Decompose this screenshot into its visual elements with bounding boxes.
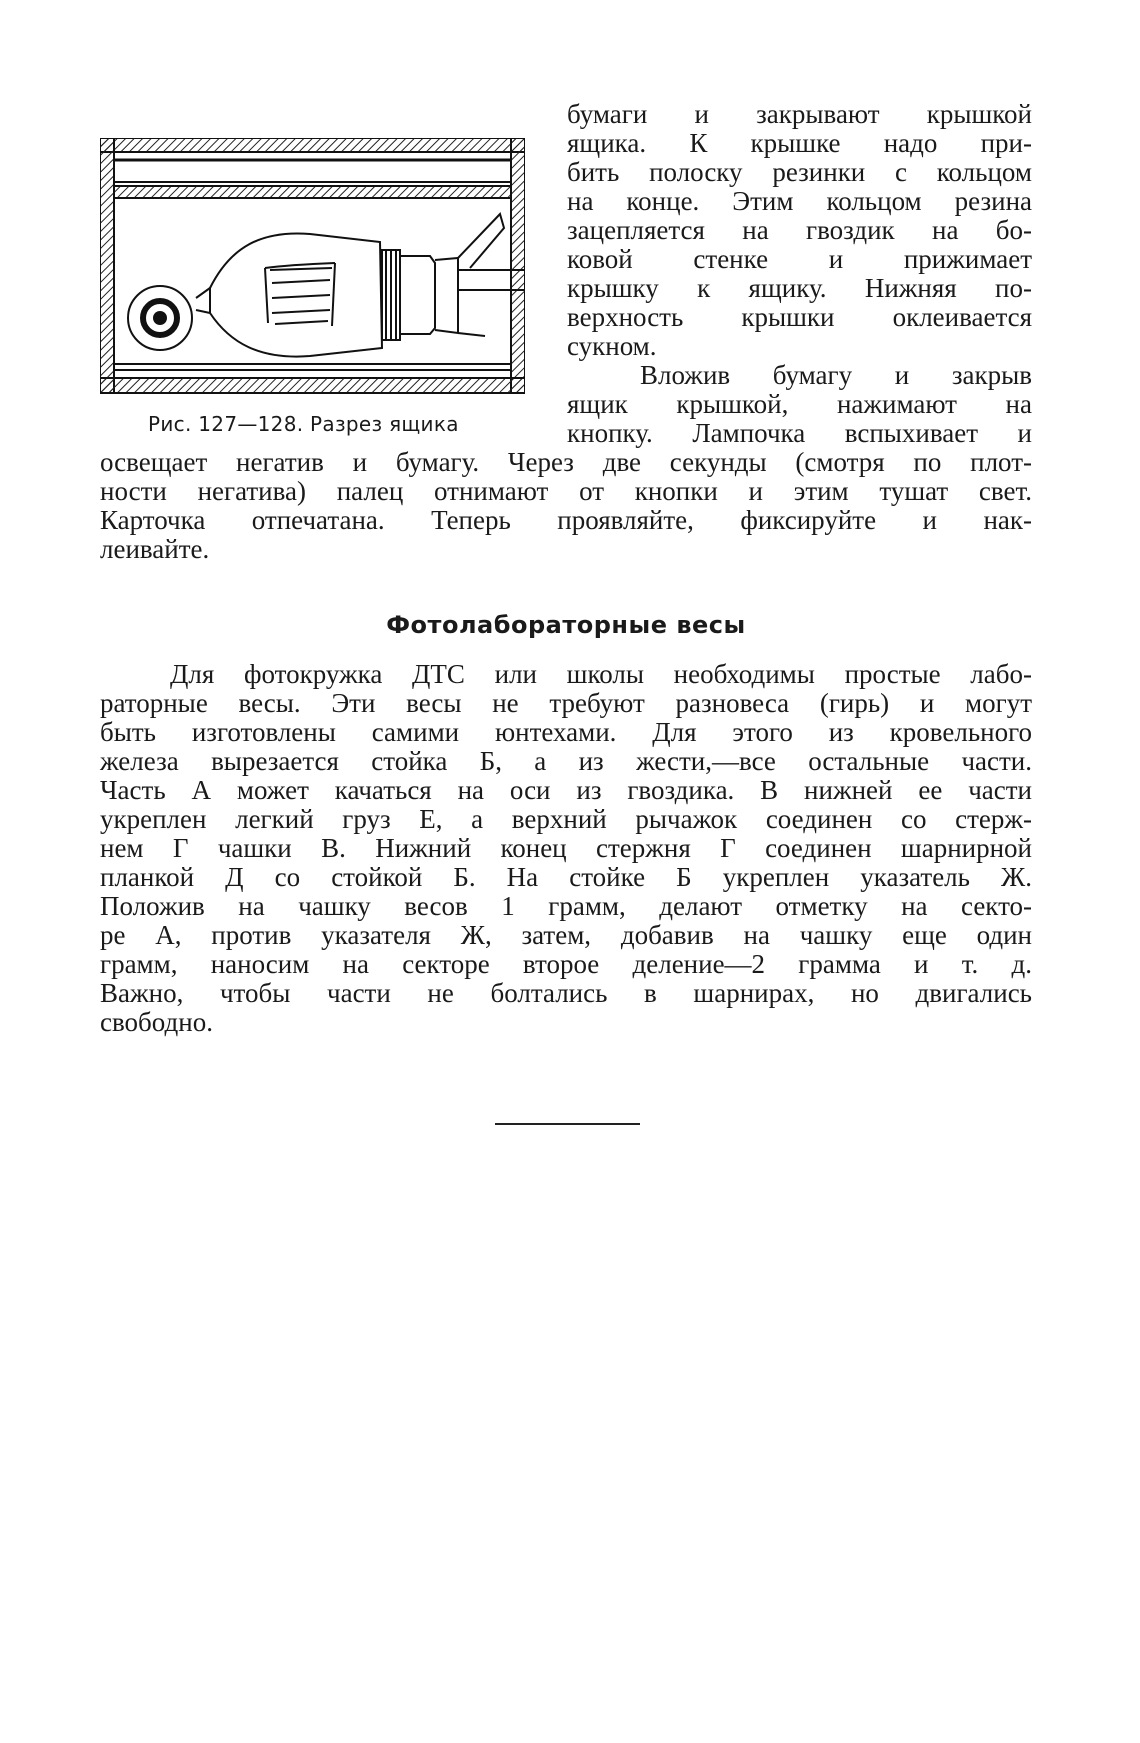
button-icon xyxy=(128,286,192,350)
text-line: Для фотокружка ДТС или школы необходимы простые лабо- xyxy=(170,659,1032,689)
text-line: леивайте. xyxy=(100,534,210,564)
text-line: Карточка отпечатана. Теперь проявляйте, фиксируйте и нак- xyxy=(100,505,1032,535)
text-line: Положив на чашку весов 1 грамм, делают отметку на секто- xyxy=(100,891,1032,921)
box-bottom xyxy=(100,378,525,393)
section-heading: Фотолабораторные весы xyxy=(386,611,746,639)
text-line: планкой Д со стойкой Б. На стойке Б укреплен указатель Ж. xyxy=(100,862,1032,892)
box-lid xyxy=(100,138,525,152)
text-line: бить полоску резинки с кольцом xyxy=(567,157,1032,187)
text-line: бумаги и закрывают крышкой xyxy=(567,99,1032,129)
text-line: кнопку. Лампочка вспыхивает и xyxy=(567,418,1032,448)
text-line: освещает негатив и бумагу. Через две секунды (смотря по плот- xyxy=(100,447,1032,477)
text-line: ковой стенке и прижимает xyxy=(567,244,1032,274)
text-line: зацепляется на гвоздик на бо- xyxy=(567,215,1032,245)
text-line: укреплен легкий груз Е, а верхний рычажок соединен со стерж- xyxy=(100,804,1032,834)
glass-frame xyxy=(114,186,511,198)
text-line: на конце. Этим кольцом резина xyxy=(567,186,1032,216)
box-diagram xyxy=(100,138,525,398)
section-divider xyxy=(495,1123,640,1125)
text-line: ящик крышкой, нажимают на xyxy=(567,389,1032,419)
box-left-wall xyxy=(100,138,114,393)
text-line: крышку к ящику. Нижняя по- xyxy=(567,273,1032,303)
text-line: нем Г чашки В. Нижний конец стержня Г соединен шарнирной xyxy=(100,833,1032,863)
text-line: грамм, наносим на секторе второе деление—2 грамма и т. д. xyxy=(100,949,1032,979)
text-line: Часть А может качаться на оси из гвоздика. В нижней ее части xyxy=(100,775,1032,805)
box-cross-section-figure xyxy=(100,138,525,398)
box-right-wall xyxy=(511,138,525,393)
text-line: сукном. xyxy=(567,331,657,361)
text-line: верхность крышки оклеивается xyxy=(567,302,1032,332)
text-line: свободно. xyxy=(100,1007,213,1037)
text-line: железа вырезается стойка Б, а из жести,—все остальные части. xyxy=(100,746,1032,776)
text-line: быть изготовлены самими юнтехами. Для этого из кровельного xyxy=(100,717,1032,747)
text-line: ре А, против указателя Ж, затем, добавив на чашку еще один xyxy=(100,920,1032,950)
light-bulb-icon xyxy=(196,214,504,357)
text-line: ности негатива) палец отнимают от кнопки и этим тушат свет. xyxy=(100,476,1032,506)
text-line: ящика. К крышке надо при- xyxy=(567,128,1032,158)
text-line: Вложив бумагу и закрыв xyxy=(640,360,1032,390)
figure-caption: Рис. 127—128. Разрез ящика xyxy=(148,412,459,436)
text-line: Важно, чтобы части не болтались в шарнирах, но двигались xyxy=(100,978,1032,1008)
text-line: раторные весы. Эти весы не требуют разновеса (гирь) и могут xyxy=(100,688,1032,718)
